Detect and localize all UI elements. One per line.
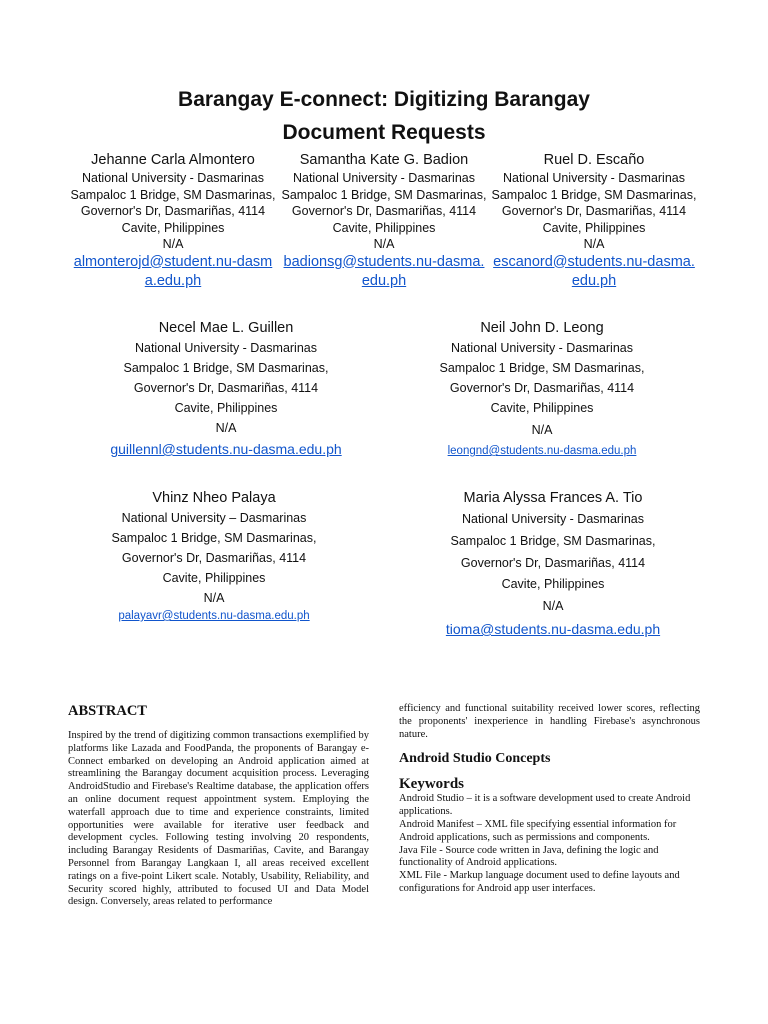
affiliation-line: N/A xyxy=(215,421,237,435)
email-link-part[interactable]: almonterojd@student.nu-dasm xyxy=(73,253,273,270)
affiliation-line: Governor's Dr, Dasmariñas, 4114 xyxy=(449,381,635,395)
keyword-item: Android Manifest – XML file specifying essential information for Android applications, such as permissions and components. xyxy=(399,818,677,843)
affiliation-line: N/A xyxy=(373,237,395,251)
email-link-part[interactable]: a.edu.ph xyxy=(144,272,202,289)
affiliation-line: Sampaloc 1 Bridge, SM Dasmarinas, xyxy=(281,187,487,202)
abstract-body: Inspired by the trend of digitizing common transactions exemplified by platforms like Lazada and FoodPanda, the proponents of Barangay e-Connect embarked on developing an Android application aimed at streamlining the Barangay document acquisition process. Leveraging AndroidStudio and Firebase's Realtime database, the application offers an online document request appointment system. Employing the waterfall approach due to time and experience constraints, limited opportunities were available for iterative user feedback and development cycles. Following testing involving 20 respondents, including Barangay Residents of Dasmariñas, Cavite, and Barangay Personnel from Barangay Langkaan I, all areas received excellent ratings on a five-point Likert scale. Notably, Usability, Reliability, and Security scored highly, attributed to focused UI and Data Model design. Conversely, areas related to performance xyxy=(68,730,369,908)
affiliation-line: N/A xyxy=(531,423,553,437)
affiliation-line: Sampaloc 1 Bridge, SM Dasmarinas, xyxy=(111,531,317,545)
affiliation-line: Cavite, Philippines xyxy=(162,571,266,585)
email-link-part[interactable]: escanord@students.nu-dasma. xyxy=(493,253,695,270)
paper-title-line-1: Barangay E-connect: Digitizing Barangay xyxy=(178,88,590,111)
abstract-heading: ABSTRACT xyxy=(68,703,147,719)
email-link[interactable]: tioma@students.nu-dasma.edu.ph xyxy=(445,621,661,637)
email-link[interactable]: leongnd@students.nu-dasma.edu.ph xyxy=(447,445,637,457)
email-link-part[interactable]: badionsg@students.nu-dasma. xyxy=(283,253,485,270)
affiliation-line: National University – Dasmarinas xyxy=(121,511,307,525)
author-name: Necel Mae L. Guillen xyxy=(158,320,294,336)
concepts-heading: Android Studio Concepts xyxy=(399,751,551,767)
affiliation-line: Governor's Dr, Dasmariñas, 4114 xyxy=(501,204,687,218)
affiliation-line: Sampaloc 1 Bridge, SM Dasmarinas, xyxy=(439,361,645,375)
affiliation-line: National University - Dasmarinas xyxy=(134,341,317,355)
affiliation-line: Cavite, Philippines xyxy=(501,577,605,591)
affiliation-line: Cavite, Philippines xyxy=(542,220,646,235)
author-name: Neil John D. Leong xyxy=(480,320,604,336)
keyword-item: Java File - Source code written in Java, defining the logic and functionality of Android applications. xyxy=(399,844,659,869)
affiliation-line: N/A xyxy=(203,591,225,605)
affiliation-line: N/A xyxy=(162,237,184,251)
affiliation-line: Sampaloc 1 Bridge, SM Dasmarinas, xyxy=(123,361,329,375)
affiliation-line: Sampaloc 1 Bridge, SM Dasmarinas, xyxy=(70,187,276,202)
author-block-almontero xyxy=(65,151,281,291)
author-block-leong xyxy=(417,318,667,460)
author-block-palaya xyxy=(89,488,339,624)
author-name: Maria Alyssa Frances A. Tio xyxy=(463,490,643,506)
author-name: Samantha Kate G. Badion xyxy=(299,152,469,168)
affiliation-line: National University - Dasmarinas xyxy=(292,171,475,185)
author-name: Ruel D. Escaño xyxy=(543,152,645,168)
keywords-heading: Keywords xyxy=(399,776,464,793)
keyword-item: XML File - Markup language document used to define layouts and configurations for Android app user interfaces. xyxy=(399,870,680,894)
abstract-continuation: efficiency and functional suitability received lower scores, reflecting the proponents' inexperience in handling Firebase's asynchronous nature. xyxy=(399,703,700,740)
email-link[interactable] xyxy=(276,253,492,291)
affiliation-line: N/A xyxy=(583,237,605,251)
affiliation-line: National University - Dasmarinas xyxy=(502,171,685,185)
affiliation-line: Cavite, Philippines xyxy=(174,401,278,415)
email-link-part[interactable]: edu.ph xyxy=(361,272,407,289)
author-block-guillen xyxy=(101,318,351,460)
author-block-escano xyxy=(486,151,702,291)
email-link[interactable] xyxy=(486,253,702,291)
email-link[interactable]: palayavr@students.nu-dasma.edu.ph xyxy=(118,610,310,622)
author-name: Vhinz Nheo Palaya xyxy=(152,490,276,506)
affiliation-line: Governor's Dr, Dasmariñas, 4114 xyxy=(121,551,307,565)
affiliation-line: Sampaloc 1 Bridge, SM Dasmarinas, xyxy=(491,187,697,202)
author-name: Jehanne Carla Almontero xyxy=(91,152,255,168)
affiliation-line: Cavite, Philippines xyxy=(490,401,594,415)
affiliation-line: Governor's Dr, Dasmariñas, 4114 xyxy=(460,556,646,570)
email-link-part[interactable]: edu.ph xyxy=(571,272,617,289)
author-block-tio xyxy=(428,488,678,641)
affiliation-line: Cavite, Philippines xyxy=(121,220,225,235)
affiliation-line: Governor's Dr, Dasmariñas, 4114 xyxy=(80,204,266,218)
abstract-column xyxy=(68,703,369,909)
affiliation-line: National University - Dasmarinas xyxy=(450,341,633,355)
affiliation-line: National University - Dasmarinas xyxy=(461,512,644,526)
affiliation-line: National University - Dasmarinas xyxy=(81,171,264,185)
affiliation-line: N/A xyxy=(542,599,564,613)
email-link[interactable] xyxy=(65,253,281,291)
affiliation-line: Governor's Dr, Dasmariñas, 4114 xyxy=(291,204,477,218)
affiliation-line: Governor's Dr, Dasmariñas, 4114 xyxy=(133,381,319,395)
right-column xyxy=(399,703,700,896)
affiliation-line: Cavite, Philippines xyxy=(332,220,436,235)
affiliation-line: Sampaloc 1 Bridge, SM Dasmarinas, xyxy=(450,534,656,548)
keyword-item: Android Studio – it is a software development used to create Android applications. xyxy=(399,793,691,818)
email-link[interactable]: guillennl@students.nu-dasma.edu.ph xyxy=(110,441,342,457)
paper-title-line-2: Document Requests xyxy=(282,121,486,144)
author-block-badion xyxy=(276,151,492,291)
